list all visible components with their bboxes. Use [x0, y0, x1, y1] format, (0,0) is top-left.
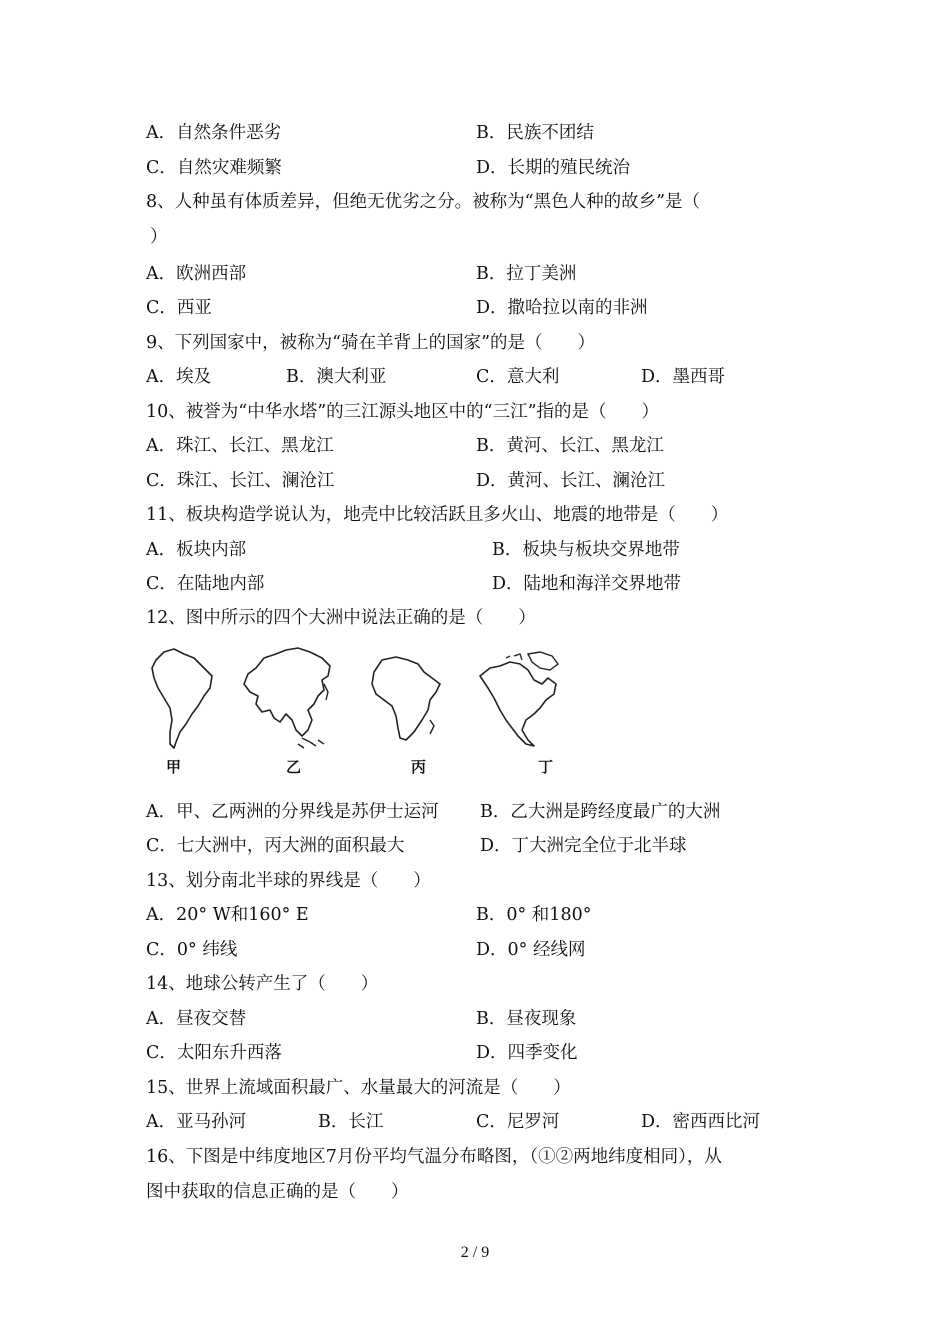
- map-label-jia: 甲: [166, 758, 182, 776]
- q15-option-d: D．密西西比河: [641, 1112, 761, 1132]
- q11-option-c: C．在陆地内部: [146, 574, 265, 594]
- q13-option-c: C．0° 纬线: [146, 940, 238, 960]
- north-america-map: [476, 650, 564, 750]
- q8-stem-continued: ）: [150, 227, 168, 247]
- q9-stem: 9、下列国家中，被称为“骑在羊背上的国家”的是（ ）: [146, 333, 596, 353]
- q13-option-d: D．0° 经线网: [476, 940, 586, 960]
- q13-option-a: A．20° W和160° E: [146, 905, 309, 925]
- q7-option-b: B．民族不团结: [476, 123, 594, 143]
- q11-option-b: B．板块与板块交界地带: [492, 540, 680, 560]
- q7-option-c: C．自然灾难频繁: [146, 158, 282, 178]
- q10-option-d: D．黄河、长江、澜沧江: [476, 471, 666, 491]
- continent-maps-figure: [146, 644, 586, 774]
- q16-stem: 16、下图是中纬度地区7月份平均气温分布略图，（①②两地纬度相同），从: [146, 1147, 722, 1167]
- q10-option-b: B．黄河、长江、黑龙江: [476, 436, 664, 456]
- asia-map: [238, 644, 334, 750]
- q7-option-a: A．自然条件恶劣: [146, 123, 282, 143]
- south-america-map: [148, 646, 218, 750]
- map-label-yi: 乙: [286, 758, 302, 776]
- q12-option-a: A．甲、乙两洲的分界线是苏伊士运河: [146, 802, 439, 822]
- q7-option-d: D．长期的殖民统治: [476, 158, 631, 178]
- q11-stem: 11、板块构造学说认为，地壳中比较活跃且多火山、地震的地带是（ ）: [146, 505, 729, 525]
- map-label-ding: 丁: [538, 758, 554, 776]
- africa-map: [368, 654, 444, 746]
- q15-option-c: C．尼罗河: [476, 1112, 560, 1132]
- q8-option-b: B．拉丁美洲: [476, 264, 577, 284]
- q8-option-c: C．西亚: [146, 298, 212, 318]
- q8-stem: 8、人种虽有体质差异，但绝无优劣之分。被称为“黑色人种的故乡”是（: [146, 192, 701, 212]
- q9-option-c: C．意大利: [476, 367, 560, 387]
- q14-option-c: C．太阳东升西落: [146, 1043, 282, 1063]
- q10-option-a: A．珠江、长江、黑龙江: [146, 436, 334, 456]
- q15-option-b: B．长江: [318, 1112, 384, 1132]
- page-number: 2 / 9: [460, 1244, 490, 1261]
- q11-option-a: A．板块内部: [146, 540, 247, 560]
- q15-option-a: A．亚马孙河: [146, 1112, 247, 1132]
- q14-option-a: A．昼夜交替: [146, 1009, 247, 1029]
- q13-option-b: B．0° 和180°: [476, 905, 592, 925]
- q11-option-d: D．陆地和海洋交界地带: [492, 574, 682, 594]
- q14-option-b: B．昼夜现象: [476, 1009, 577, 1029]
- q10-option-c: C．珠江、长江、澜沧江: [146, 471, 335, 491]
- q12-stem: 12、图中所示的四个大洲中说法正确的是（ ）: [146, 608, 536, 628]
- q8-option-d: D．撒哈拉以南的非洲: [476, 298, 648, 318]
- q14-stem: 14、地球公转产生了（ ）: [146, 974, 379, 994]
- map-label-bing: 丙: [411, 758, 427, 776]
- q9-option-d: D．墨西哥: [641, 367, 726, 387]
- q12-option-d: D．丁大洲完全位于北半球: [480, 836, 687, 856]
- q15-stem: 15、世界上流域面积最广、水量最大的河流是（ ）: [146, 1078, 571, 1098]
- q12-option-b: B．乙大洲是跨经度最广的大洲: [480, 802, 721, 822]
- q16-stem-continued: 图中获取的信息正确的是（ ）: [146, 1182, 409, 1202]
- q9-option-a: A．埃及: [146, 367, 212, 387]
- q9-option-b: B．澳大利亚: [286, 367, 387, 387]
- q14-option-d: D．四季变化: [476, 1043, 578, 1063]
- q13-stem: 13、划分南北半球的界线是（ ）: [146, 871, 431, 891]
- q10-stem: 10、被誉为“中华水塔”的三江源头地区中的“三江”指的是（ ）: [146, 402, 660, 422]
- q8-option-a: A．欧洲西部: [146, 264, 247, 284]
- q12-option-c: C．七大洲中，丙大洲的面积最大: [146, 836, 405, 856]
